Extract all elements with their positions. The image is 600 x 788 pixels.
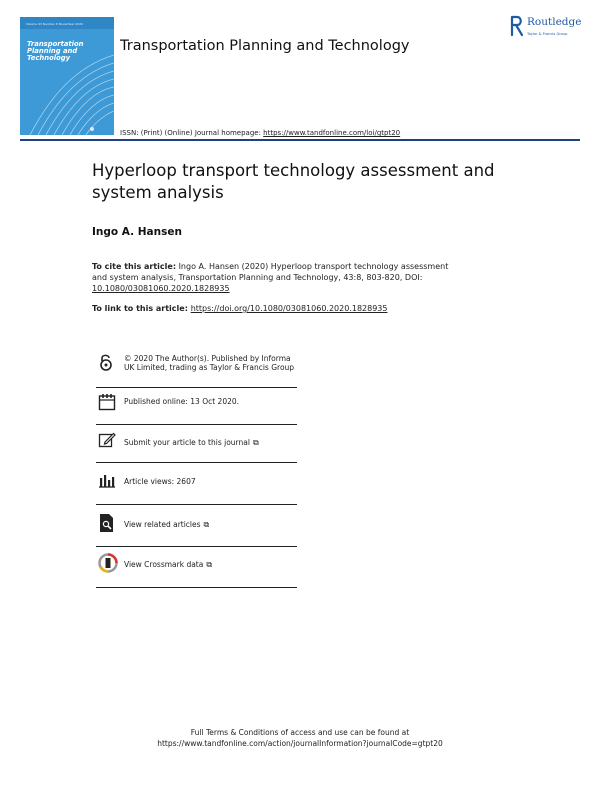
submit-article-row — [124, 438, 299, 447]
article-views-item — [96, 470, 296, 500]
journal-homepage-link[interactable]: https://www.tandfonline.com/loi/gtpt20 — [263, 129, 401, 137]
article-doi-link[interactable]: https://doi.org/10.1080/03081060.2020.1828935 — [190, 304, 388, 313]
info-divider — [96, 424, 297, 425]
cover-title: Transportation Planning and Technology — [27, 40, 84, 63]
open-access-lock-icon — [98, 352, 114, 372]
related-articles-row — [124, 520, 299, 529]
article-title: Hyperloop transport technology assessment and system analysis — [92, 161, 495, 202]
cover-issue-text: Volume 43 Number 8 November 2020 — [26, 22, 83, 26]
journal-cover-image — [20, 17, 114, 135]
published-item — [96, 391, 296, 423]
info-divider — [96, 587, 297, 588]
published-date-text: Published online: 13 Oct 2020. — [124, 397, 240, 406]
journal-title[interactable]: Transportation Planning and Technology — [120, 38, 410, 54]
issn-text: ISSN: (Print) (Online) Journal homepage: — [120, 129, 264, 137]
citation-block — [92, 262, 452, 294]
publisher-name: Routledge — [527, 16, 582, 28]
submit-article-item[interactable] — [96, 430, 296, 460]
citation-text: Ingo A. Hansen (2020) Hyperloop transport technology assessment and system analysis, Transportation Planning and Technology, 43:8, 803-820, DOI: — [92, 262, 449, 282]
info-divider — [96, 462, 297, 463]
crossmark-link[interactable]: View Crossmark data — [124, 560, 204, 569]
article-author: Ingo A. Hansen — [92, 226, 182, 238]
routledge-r-icon — [510, 15, 524, 37]
terms-footer — [0, 727, 600, 749]
header-divider — [20, 139, 580, 141]
crossmark-row — [124, 560, 299, 569]
article-link-label: To link to this article: — [92, 304, 191, 313]
external-link-icon: ⧉ — [252, 438, 259, 447]
terms-text: Full Terms & Conditions of access and use can be found at — [190, 728, 410, 737]
copyright-text: © 2020 The Author(s). Published by Informa UK Limited, trading as Taylor & Francis Group — [124, 354, 295, 372]
edit-pencil-icon — [98, 431, 116, 449]
open-access-item — [96, 352, 296, 388]
info-divider — [96, 546, 297, 547]
external-link-icon: ⧉ — [203, 520, 210, 529]
related-articles-item[interactable] — [96, 512, 296, 542]
document-search-icon — [98, 513, 116, 533]
citation-label: To cite this article: — [92, 262, 177, 271]
publisher-tagline: Taylor & Francis Group — [527, 32, 568, 36]
issn-homepage-line — [120, 129, 400, 137]
publisher-logo — [510, 15, 595, 45]
terms-link[interactable]: https://www.tandfonline.com/action/journalInformation?journalCode=gtpt20 — [157, 739, 443, 748]
external-link-icon: ⧉ — [206, 560, 213, 569]
article-views-text: Article views: 2607 — [124, 477, 196, 486]
citation-doi-link[interactable]: 10.1080/03081060.2020.1828935 — [92, 283, 230, 293]
submit-article-link[interactable]: Submit your article to this journal — [124, 438, 250, 447]
info-divider — [96, 504, 297, 505]
calendar-icon — [98, 393, 116, 411]
crossmark-icon — [98, 553, 118, 573]
cover-road-graphic — [20, 17, 114, 135]
crossmark-item[interactable] — [96, 553, 296, 583]
bar-chart-icon — [98, 472, 116, 488]
info-divider — [96, 387, 297, 388]
related-articles-link[interactable]: View related articles — [124, 520, 201, 529]
article-link-line — [92, 304, 388, 313]
